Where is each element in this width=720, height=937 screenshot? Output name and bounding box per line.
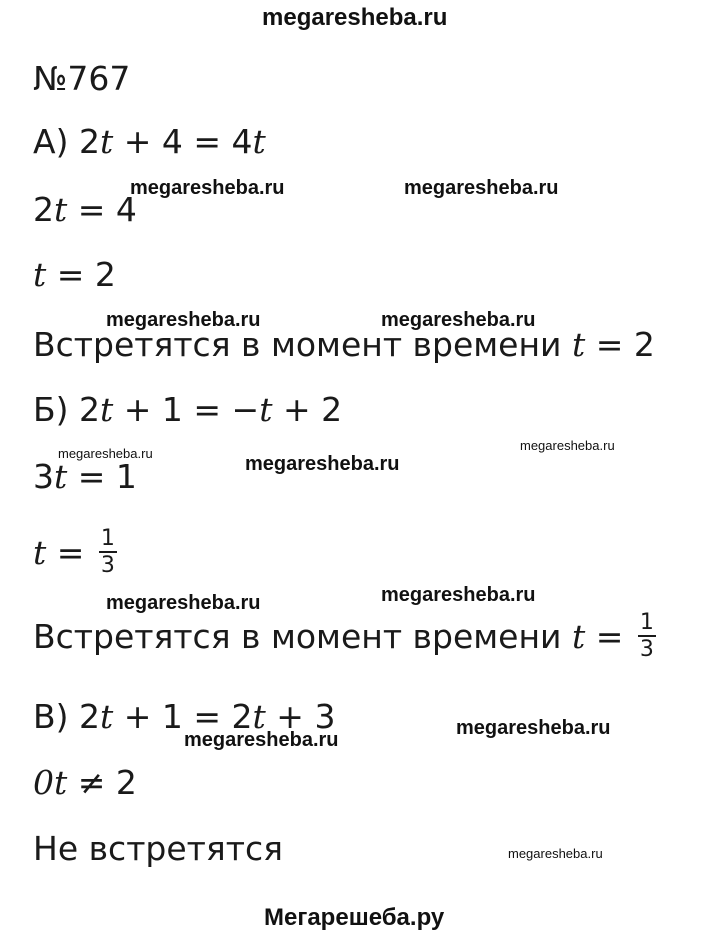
- part-b-label: Б): [33, 390, 69, 429]
- var-t: t: [54, 190, 68, 229]
- watermark: megaresheba.ru: [381, 584, 536, 606]
- var-t: t: [252, 697, 266, 736]
- var-t: t: [252, 122, 266, 161]
- part-b-equation-3: [33, 528, 117, 581]
- eq-text: 0: [33, 763, 54, 802]
- watermark: megaresheba.ru: [58, 446, 153, 461]
- eq-text: = 2: [585, 325, 655, 364]
- eq-text: 2: [78, 122, 100, 161]
- fraction-denominator: 3: [639, 637, 654, 663]
- var-t: t: [100, 697, 114, 736]
- eq-text: = 1: [67, 457, 137, 496]
- fraction-numerator: 1: [639, 610, 654, 635]
- var-t: t: [259, 390, 273, 429]
- fraction-numerator: 1: [100, 526, 115, 551]
- eq-text: =: [46, 532, 95, 572]
- fraction-denominator: 3: [100, 553, 115, 579]
- site-header: megaresheba.ru: [262, 4, 448, 31]
- eq-text: 2: [33, 190, 54, 229]
- eq-text: 3: [33, 457, 54, 496]
- eq-text: + 4 = 4: [113, 122, 253, 161]
- part-c-equation-2: [33, 763, 137, 802]
- watermark: megaresheba.ru: [404, 177, 559, 199]
- answer-text: Встретятся в момент времени: [33, 325, 572, 364]
- var-t: t: [33, 532, 47, 572]
- fraction-one-third: [638, 610, 656, 663]
- eq-text: = 2: [46, 255, 116, 294]
- part-b-equation-1: [33, 390, 343, 429]
- watermark: megaresheba.ru: [106, 309, 261, 331]
- eq-text: 2: [79, 697, 101, 736]
- var-t: t: [54, 457, 68, 496]
- problem-number: №767: [33, 59, 131, 98]
- watermark: megaresheba.ru: [508, 846, 603, 861]
- part-b-answer: [33, 612, 656, 665]
- eq-text: =: [585, 616, 634, 656]
- site-footer: Мегарешеба.ру: [264, 904, 445, 931]
- eq-text: = 4: [67, 190, 137, 229]
- eq-text: ≠ 2: [67, 763, 137, 802]
- eq-text: + 2: [272, 390, 343, 429]
- watermark: megaresheba.ru: [381, 309, 536, 331]
- var-t: t: [571, 616, 586, 656]
- part-a-equation-1: [33, 122, 266, 161]
- watermark: megaresheba.ru: [184, 729, 339, 751]
- answer-text: Встретятся в момент времени: [33, 616, 572, 656]
- watermark: megaresheba.ru: [245, 453, 400, 475]
- watermark: megaresheba.ru: [106, 592, 261, 614]
- var-t: t: [100, 390, 114, 429]
- eq-text: + 1 = 2: [113, 697, 253, 736]
- var-t: t: [54, 763, 68, 802]
- part-a-equation-3: [33, 255, 116, 294]
- part-c-answer: Не встретятся: [33, 829, 283, 868]
- part-a-label: А): [33, 122, 69, 161]
- eq-text: + 3: [265, 697, 336, 736]
- watermark: megaresheba.ru: [456, 717, 611, 739]
- fraction-one-third: [99, 526, 117, 579]
- part-b-equation-2: [33, 457, 137, 496]
- eq-text: + 1 = −: [113, 390, 260, 429]
- var-t: t: [99, 122, 114, 161]
- part-a-answer: [33, 325, 655, 364]
- part-c-label: В): [33, 697, 69, 736]
- eq-text: 2: [79, 390, 101, 429]
- watermark: megaresheba.ru: [520, 438, 615, 453]
- var-t: t: [33, 255, 47, 294]
- var-t: t: [571, 325, 586, 364]
- part-a-equation-2: [33, 190, 137, 229]
- watermark: megaresheba.ru: [130, 177, 285, 199]
